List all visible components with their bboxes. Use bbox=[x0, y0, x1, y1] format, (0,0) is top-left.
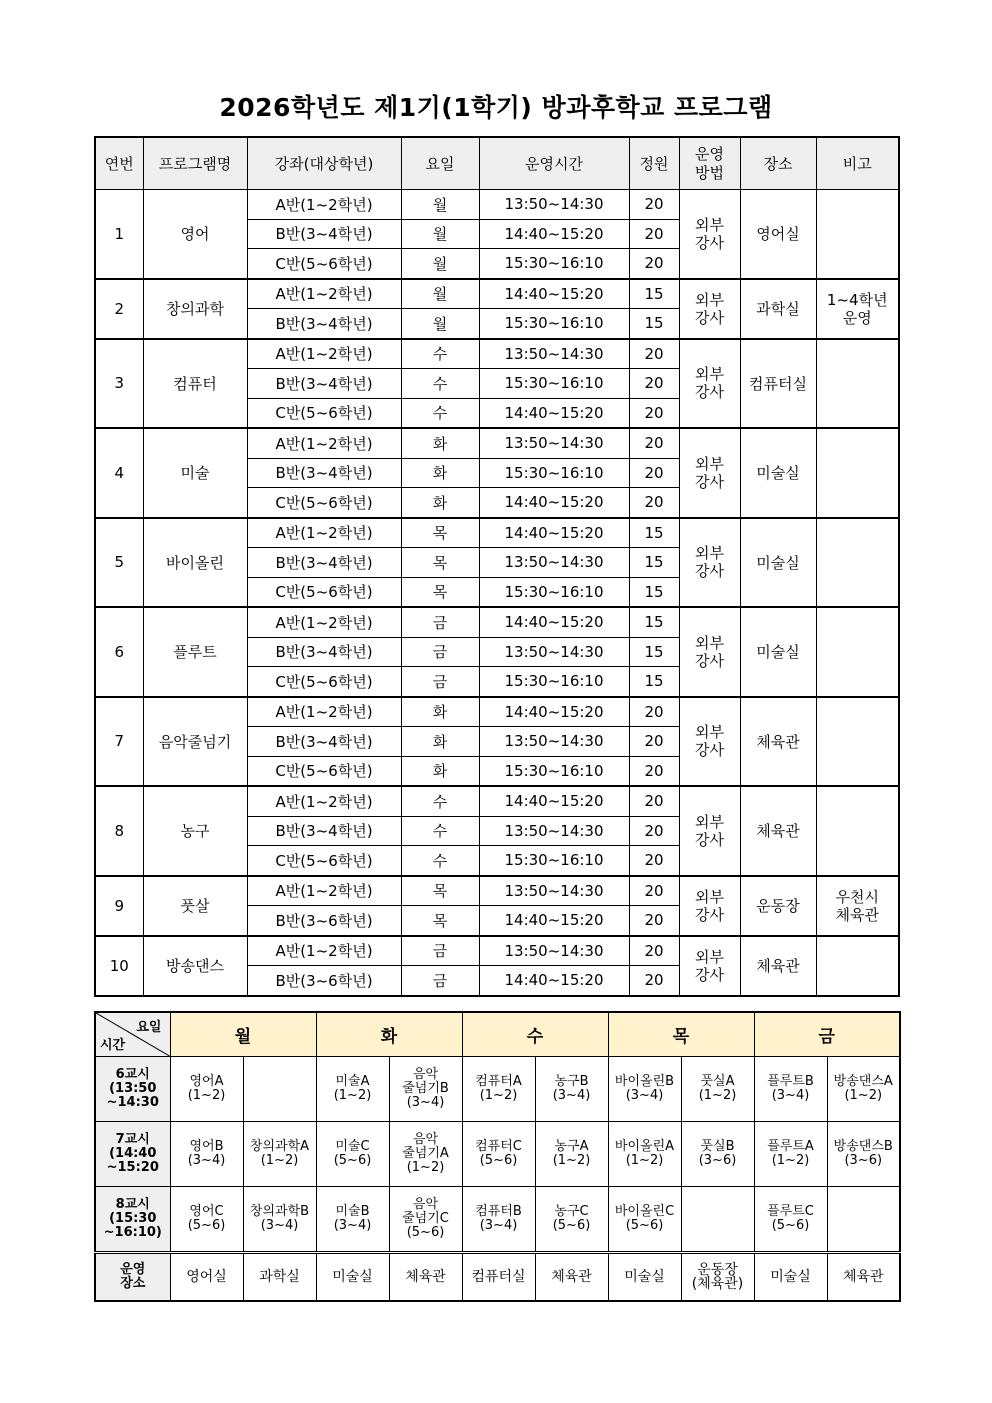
grade-range: (3~4) bbox=[625, 1088, 664, 1103]
method-cell: 외부 강사 bbox=[679, 786, 740, 876]
program-no: 1 bbox=[95, 190, 143, 279]
class-name: 바이올린C bbox=[614, 1204, 675, 1219]
class-cell: A반(1~2학년) bbox=[247, 697, 401, 727]
header-time: 운영시간 bbox=[479, 137, 629, 190]
table-row bbox=[95, 607, 899, 637]
day-cell: 화 bbox=[401, 428, 479, 458]
grade-range: (3~4) bbox=[479, 1218, 518, 1233]
table-row bbox=[95, 936, 899, 966]
class-name: 풋실B bbox=[700, 1139, 735, 1154]
grade-range: (5~6) bbox=[479, 1153, 518, 1168]
class-cell: B반(3~4학년) bbox=[247, 309, 401, 339]
day-header-tue: 화 bbox=[316, 1012, 462, 1057]
method-cell: 외부 강사 bbox=[679, 876, 740, 936]
grade-range: (3~4) bbox=[333, 1218, 372, 1233]
program-name: 풋살 bbox=[143, 876, 247, 936]
schedule-cell bbox=[827, 1057, 900, 1122]
class-cell: B반(3~6학년) bbox=[247, 906, 401, 936]
place-cell: 체육관 bbox=[740, 786, 816, 876]
day-cell: 월 bbox=[401, 190, 479, 220]
class-name: 방송댄스A bbox=[833, 1074, 893, 1089]
day-cell: 금 bbox=[401, 667, 479, 697]
time-cell: 15:30~16:10 bbox=[479, 249, 629, 279]
time-cell: 14:40~15:20 bbox=[479, 219, 629, 249]
capacity-cell: 20 bbox=[629, 697, 679, 727]
capacity-cell: 20 bbox=[629, 249, 679, 279]
program-no: 4 bbox=[95, 428, 143, 518]
corner-cell bbox=[95, 1012, 170, 1057]
header-place: 장소 bbox=[740, 137, 816, 190]
class-name: 농구A bbox=[554, 1139, 589, 1154]
grade-range: (1~2) bbox=[333, 1088, 372, 1103]
capacity-cell: 15 bbox=[629, 607, 679, 637]
class-name: 컴퓨터B bbox=[475, 1204, 522, 1219]
note-cell bbox=[816, 190, 899, 279]
schedule-cell bbox=[170, 1187, 243, 1253]
grade-range: (5~6) bbox=[625, 1218, 664, 1233]
schedule-cell bbox=[535, 1122, 608, 1187]
class-cell: C반(5~6학년) bbox=[247, 488, 401, 518]
capacity-cell: 20 bbox=[629, 339, 679, 369]
place-cell: 미술실 bbox=[740, 518, 816, 608]
program-no: 7 bbox=[95, 697, 143, 787]
grade-range: (5~6) bbox=[406, 1225, 445, 1240]
note-cell bbox=[816, 339, 899, 429]
program-no: 8 bbox=[95, 786, 143, 876]
class-name: 창의과학B bbox=[249, 1204, 310, 1219]
time-cell: 15:30~16:10 bbox=[479, 846, 629, 876]
class-name: 농구B bbox=[554, 1074, 589, 1089]
grade-range: (3~4) bbox=[187, 1153, 226, 1168]
day-cell: 월 bbox=[401, 309, 479, 339]
time-cell: 14:40~15:20 bbox=[479, 279, 629, 309]
time-cell: 13:50~14:30 bbox=[479, 876, 629, 906]
capacity-cell: 15 bbox=[629, 637, 679, 667]
program-name: 플루트 bbox=[143, 607, 247, 697]
day-cell: 수 bbox=[401, 339, 479, 369]
place-cell: 운동장 bbox=[740, 876, 816, 936]
time-cell: 13:50~14:30 bbox=[479, 339, 629, 369]
time-cell: 13:50~14:30 bbox=[479, 428, 629, 458]
class-cell: A반(1~2학년) bbox=[247, 190, 401, 220]
class-cell: A반(1~2학년) bbox=[247, 339, 401, 369]
capacity-cell: 20 bbox=[629, 369, 679, 399]
schedule-cell bbox=[389, 1187, 462, 1253]
grade-range: (3~4) bbox=[260, 1218, 299, 1233]
class-cell: C반(5~6학년) bbox=[247, 577, 401, 607]
place-value: 체육관 bbox=[389, 1253, 462, 1302]
day-cell: 금 bbox=[401, 637, 479, 667]
header-capacity: 정원 bbox=[629, 137, 679, 190]
day-cell: 화 bbox=[401, 727, 479, 757]
class-name: 농구C bbox=[554, 1204, 589, 1219]
class-cell: A반(1~2학년) bbox=[247, 936, 401, 966]
time-cell: 14:40~15:20 bbox=[479, 398, 629, 428]
class-cell: C반(5~6학년) bbox=[247, 398, 401, 428]
day-header-thu: 목 bbox=[608, 1012, 754, 1057]
table-row bbox=[95, 518, 899, 548]
class-name: 음악 줄넘기C bbox=[402, 1197, 449, 1226]
class-name: 영어B bbox=[189, 1139, 224, 1154]
class-name: 미술A bbox=[335, 1074, 370, 1089]
schedule-cell bbox=[827, 1122, 900, 1187]
schedule-row bbox=[95, 1057, 900, 1122]
method-cell: 외부 강사 bbox=[679, 607, 740, 697]
grade-range: (1~2) bbox=[698, 1088, 737, 1103]
schedule-row bbox=[95, 1122, 900, 1187]
day-cell: 수 bbox=[401, 786, 479, 816]
schedule-cell bbox=[827, 1187, 900, 1253]
grade-range: (1~2) bbox=[625, 1153, 664, 1168]
day-cell: 금 bbox=[401, 607, 479, 637]
day-cell: 목 bbox=[401, 548, 479, 578]
schedule-cell bbox=[316, 1122, 389, 1187]
note-cell: 우천시 체육관 bbox=[816, 876, 899, 936]
schedule-cell bbox=[243, 1187, 316, 1253]
schedule-cell bbox=[681, 1057, 754, 1122]
schedule-cell bbox=[681, 1122, 754, 1187]
class-name: 미술B bbox=[335, 1204, 370, 1219]
class-name: 플루트B bbox=[767, 1074, 814, 1089]
time-cell: 13:50~14:30 bbox=[479, 727, 629, 757]
place-cell: 컴퓨터실 bbox=[740, 339, 816, 429]
day-cell: 수 bbox=[401, 846, 479, 876]
header-name: 프로그램명 bbox=[143, 137, 247, 190]
class-name: 영어A bbox=[189, 1074, 224, 1089]
grade-range: (1~2) bbox=[552, 1153, 591, 1168]
day-cell: 수 bbox=[401, 398, 479, 428]
time-cell: 14:40~15:20 bbox=[479, 488, 629, 518]
class-cell: B반(3~4학년) bbox=[247, 458, 401, 488]
time-cell: 14:40~15:20 bbox=[479, 607, 629, 637]
time-cell: 14:40~15:20 bbox=[479, 966, 629, 996]
capacity-cell: 20 bbox=[629, 219, 679, 249]
table-row bbox=[95, 190, 899, 220]
class-cell: B반(3~4학년) bbox=[247, 727, 401, 757]
class-name: 음악 줄넘기B bbox=[402, 1067, 449, 1096]
class-cell: C반(5~6학년) bbox=[247, 846, 401, 876]
capacity-cell: 20 bbox=[629, 458, 679, 488]
grade-range: (1~2) bbox=[844, 1088, 883, 1103]
schedule-cell bbox=[754, 1187, 827, 1253]
grade-range: (3~4) bbox=[552, 1088, 591, 1103]
class-name: 음악 줄넘기A bbox=[402, 1132, 449, 1161]
time-cell: 13:50~14:30 bbox=[479, 637, 629, 667]
place-cell: 미술실 bbox=[740, 607, 816, 697]
grade-range: (3~4) bbox=[406, 1095, 445, 1110]
note-cell bbox=[816, 607, 899, 697]
schedule-row bbox=[95, 1187, 900, 1253]
schedule-cell bbox=[316, 1057, 389, 1122]
capacity-cell: 15 bbox=[629, 279, 679, 309]
time-cell: 13:50~14:30 bbox=[479, 190, 629, 220]
time-cell: 13:50~14:30 bbox=[479, 816, 629, 846]
note-cell bbox=[816, 936, 899, 996]
schedule-cell bbox=[243, 1057, 316, 1122]
capacity-cell: 20 bbox=[629, 190, 679, 220]
period-label: 6교시 (13:50 ~14:30 bbox=[95, 1057, 170, 1122]
note-cell: 1~4학년 운영 bbox=[816, 279, 899, 339]
day-cell: 목 bbox=[401, 876, 479, 906]
method-cell: 외부 강사 bbox=[679, 697, 740, 787]
class-cell: A반(1~2학년) bbox=[247, 607, 401, 637]
day-cell: 화 bbox=[401, 697, 479, 727]
note-cell bbox=[816, 428, 899, 518]
grade-range: (5~6) bbox=[187, 1218, 226, 1233]
day-header-mon: 월 bbox=[170, 1012, 316, 1057]
place-value: 체육관 bbox=[535, 1253, 608, 1302]
class-name: 바이올린A bbox=[614, 1139, 675, 1154]
class-name: 플루트C bbox=[767, 1204, 814, 1219]
class-name: 방송댄스B bbox=[833, 1139, 893, 1154]
time-cell: 14:40~15:20 bbox=[479, 786, 629, 816]
capacity-cell: 20 bbox=[629, 876, 679, 906]
day-cell: 화 bbox=[401, 458, 479, 488]
program-name: 방송댄스 bbox=[143, 936, 247, 996]
program-table bbox=[94, 136, 900, 997]
capacity-cell: 15 bbox=[629, 548, 679, 578]
time-cell: 15:30~16:10 bbox=[479, 369, 629, 399]
class-cell: C반(5~6학년) bbox=[247, 756, 401, 786]
method-cell: 외부 강사 bbox=[679, 936, 740, 996]
method-cell: 외부 강사 bbox=[679, 339, 740, 429]
schedule-cell bbox=[608, 1187, 681, 1253]
class-cell: B반(3~4학년) bbox=[247, 548, 401, 578]
corner-day-label: 요일 bbox=[136, 1020, 162, 1035]
time-cell: 15:30~16:10 bbox=[479, 458, 629, 488]
place-row bbox=[95, 1253, 900, 1302]
capacity-cell: 20 bbox=[629, 786, 679, 816]
capacity-cell: 15 bbox=[629, 577, 679, 607]
day-cell: 금 bbox=[401, 936, 479, 966]
day-header-wed: 수 bbox=[462, 1012, 608, 1057]
schedule-header-row bbox=[95, 1012, 900, 1057]
program-name: 농구 bbox=[143, 786, 247, 876]
grade-range: (1~2) bbox=[479, 1088, 518, 1103]
schedule-cell bbox=[170, 1122, 243, 1187]
program-name: 바이올린 bbox=[143, 518, 247, 608]
grade-range: (5~6) bbox=[552, 1218, 591, 1233]
time-cell: 15:30~16:10 bbox=[479, 309, 629, 339]
schedule-cell bbox=[608, 1122, 681, 1187]
method-cell: 외부 강사 bbox=[679, 190, 740, 279]
program-name: 컴퓨터 bbox=[143, 339, 247, 429]
note-cell bbox=[816, 518, 899, 608]
class-name: 바이올린B bbox=[614, 1074, 675, 1089]
header-class: 강좌(대상학년) bbox=[247, 137, 401, 190]
program-no: 5 bbox=[95, 518, 143, 608]
place-value: 과학실 bbox=[243, 1253, 316, 1302]
header-row bbox=[95, 137, 899, 190]
time-cell: 13:50~14:30 bbox=[479, 548, 629, 578]
weekly-schedule-table bbox=[94, 1011, 901, 1302]
place-value: 미술실 bbox=[608, 1253, 681, 1302]
place-value: 영어실 bbox=[170, 1253, 243, 1302]
method-cell: 외부 강사 bbox=[679, 428, 740, 518]
class-cell: A반(1~2학년) bbox=[247, 279, 401, 309]
program-name: 미술 bbox=[143, 428, 247, 518]
place-cell: 영어실 bbox=[740, 190, 816, 279]
class-cell: B반(3~4학년) bbox=[247, 219, 401, 249]
place-cell: 체육관 bbox=[740, 936, 816, 996]
grade-range: (3~6) bbox=[844, 1153, 883, 1168]
grade-range: (3~4) bbox=[771, 1088, 810, 1103]
schedule-cell bbox=[608, 1057, 681, 1122]
schedule-cell bbox=[316, 1187, 389, 1253]
day-cell: 화 bbox=[401, 756, 479, 786]
class-cell: A반(1~2학년) bbox=[247, 786, 401, 816]
time-cell: 15:30~16:10 bbox=[479, 667, 629, 697]
table-row bbox=[95, 876, 899, 906]
place-value: 운동장 (체육관) bbox=[681, 1253, 754, 1302]
place-value: 컴퓨터실 bbox=[462, 1253, 535, 1302]
grade-range: (5~6) bbox=[333, 1153, 372, 1168]
schedule-cell bbox=[170, 1057, 243, 1122]
period-label: 8교시 (15:30 ~16:10) bbox=[95, 1187, 170, 1253]
grade-range: (1~2) bbox=[260, 1153, 299, 1168]
method-cell: 외부 강사 bbox=[679, 279, 740, 339]
grade-range: (5~6) bbox=[771, 1218, 810, 1233]
class-cell: A반(1~2학년) bbox=[247, 518, 401, 548]
program-name: 음악줄넘기 bbox=[143, 697, 247, 787]
class-name: 풋실A bbox=[700, 1074, 735, 1089]
schedule-cell bbox=[754, 1122, 827, 1187]
grade-range: (3~6) bbox=[698, 1153, 737, 1168]
day-header-fri: 금 bbox=[754, 1012, 900, 1057]
schedule-cell bbox=[535, 1057, 608, 1122]
schedule-cell bbox=[462, 1057, 535, 1122]
capacity-cell: 20 bbox=[629, 756, 679, 786]
header-method: 운영 방법 bbox=[679, 137, 740, 190]
header-day: 요일 bbox=[401, 137, 479, 190]
day-cell: 화 bbox=[401, 488, 479, 518]
note-cell bbox=[816, 786, 899, 876]
class-cell: A반(1~2학년) bbox=[247, 876, 401, 906]
schedule-cell bbox=[462, 1187, 535, 1253]
class-name: 컴퓨터A bbox=[475, 1074, 522, 1089]
note-cell bbox=[816, 697, 899, 787]
capacity-cell: 20 bbox=[629, 906, 679, 936]
period-label: 7교시 (14:40 ~15:20 bbox=[95, 1122, 170, 1187]
day-cell: 수 bbox=[401, 369, 479, 399]
time-cell: 14:40~15:20 bbox=[479, 518, 629, 548]
capacity-cell: 20 bbox=[629, 428, 679, 458]
program-name: 창의과학 bbox=[143, 279, 247, 339]
class-cell: B반(3~4학년) bbox=[247, 637, 401, 667]
time-cell: 13:50~14:30 bbox=[479, 936, 629, 966]
header-note: 비고 bbox=[816, 137, 899, 190]
place-cell: 과학실 bbox=[740, 279, 816, 339]
capacity-cell: 20 bbox=[629, 846, 679, 876]
class-cell: B반(3~4학년) bbox=[247, 816, 401, 846]
day-cell: 월 bbox=[401, 219, 479, 249]
corner-time-label: 시간 bbox=[100, 1038, 126, 1053]
class-cell: B반(3~6학년) bbox=[247, 966, 401, 996]
time-cell: 14:40~15:20 bbox=[479, 697, 629, 727]
time-cell: 15:30~16:10 bbox=[479, 756, 629, 786]
capacity-cell: 20 bbox=[629, 727, 679, 757]
capacity-cell: 15 bbox=[629, 667, 679, 697]
program-no: 9 bbox=[95, 876, 143, 936]
capacity-cell: 20 bbox=[629, 966, 679, 996]
table-row bbox=[95, 697, 899, 727]
class-name: 컴퓨터C bbox=[475, 1139, 522, 1154]
place-cell: 미술실 bbox=[740, 428, 816, 518]
class-name: 영어C bbox=[189, 1204, 224, 1219]
place-value: 미술실 bbox=[754, 1253, 827, 1302]
grade-range: (1~2) bbox=[771, 1153, 810, 1168]
schedule-cell bbox=[754, 1057, 827, 1122]
time-cell: 15:30~16:10 bbox=[479, 577, 629, 607]
day-cell: 월 bbox=[401, 279, 479, 309]
class-cell: C반(5~6학년) bbox=[247, 667, 401, 697]
capacity-cell: 20 bbox=[629, 398, 679, 428]
program-name: 영어 bbox=[143, 190, 247, 279]
table-row bbox=[95, 428, 899, 458]
schedule-cell bbox=[681, 1187, 754, 1253]
class-cell: C반(5~6학년) bbox=[247, 249, 401, 279]
schedule-cell bbox=[389, 1057, 462, 1122]
program-no: 6 bbox=[95, 607, 143, 697]
grade-range: (1~2) bbox=[406, 1160, 445, 1175]
schedule-cell bbox=[535, 1187, 608, 1253]
program-no: 3 bbox=[95, 339, 143, 429]
place-value: 미술실 bbox=[316, 1253, 389, 1302]
place-label: 운영 장소 bbox=[95, 1253, 170, 1302]
day-cell: 목 bbox=[401, 518, 479, 548]
table-row bbox=[95, 339, 899, 369]
capacity-cell: 20 bbox=[629, 488, 679, 518]
table-row bbox=[95, 786, 899, 816]
header-no: 연번 bbox=[95, 137, 143, 190]
program-no: 2 bbox=[95, 279, 143, 339]
table-row bbox=[95, 279, 899, 309]
place-value: 체육관 bbox=[827, 1253, 900, 1302]
program-no: 10 bbox=[95, 936, 143, 996]
method-cell: 외부 강사 bbox=[679, 518, 740, 608]
class-cell: B반(3~4학년) bbox=[247, 369, 401, 399]
page-title: 2026학년도 제1기(1학기) 방과후학교 프로그램 bbox=[219, 93, 773, 122]
day-cell: 목 bbox=[401, 906, 479, 936]
class-cell: A반(1~2학년) bbox=[247, 428, 401, 458]
grade-range: (1~2) bbox=[187, 1088, 226, 1103]
day-cell: 수 bbox=[401, 816, 479, 846]
capacity-cell: 20 bbox=[629, 936, 679, 966]
capacity-cell: 15 bbox=[629, 309, 679, 339]
capacity-cell: 15 bbox=[629, 518, 679, 548]
day-cell: 목 bbox=[401, 577, 479, 607]
day-cell: 금 bbox=[401, 966, 479, 996]
schedule-cell bbox=[243, 1122, 316, 1187]
day-cell: 월 bbox=[401, 249, 479, 279]
class-name: 플루트A bbox=[767, 1139, 814, 1154]
place-cell: 체육관 bbox=[740, 697, 816, 787]
schedule-cell bbox=[389, 1122, 462, 1187]
class-name: 미술C bbox=[335, 1139, 370, 1154]
capacity-cell: 20 bbox=[629, 816, 679, 846]
schedule-cell bbox=[462, 1122, 535, 1187]
time-cell: 14:40~15:20 bbox=[479, 906, 629, 936]
class-name: 창의과학A bbox=[249, 1139, 310, 1154]
